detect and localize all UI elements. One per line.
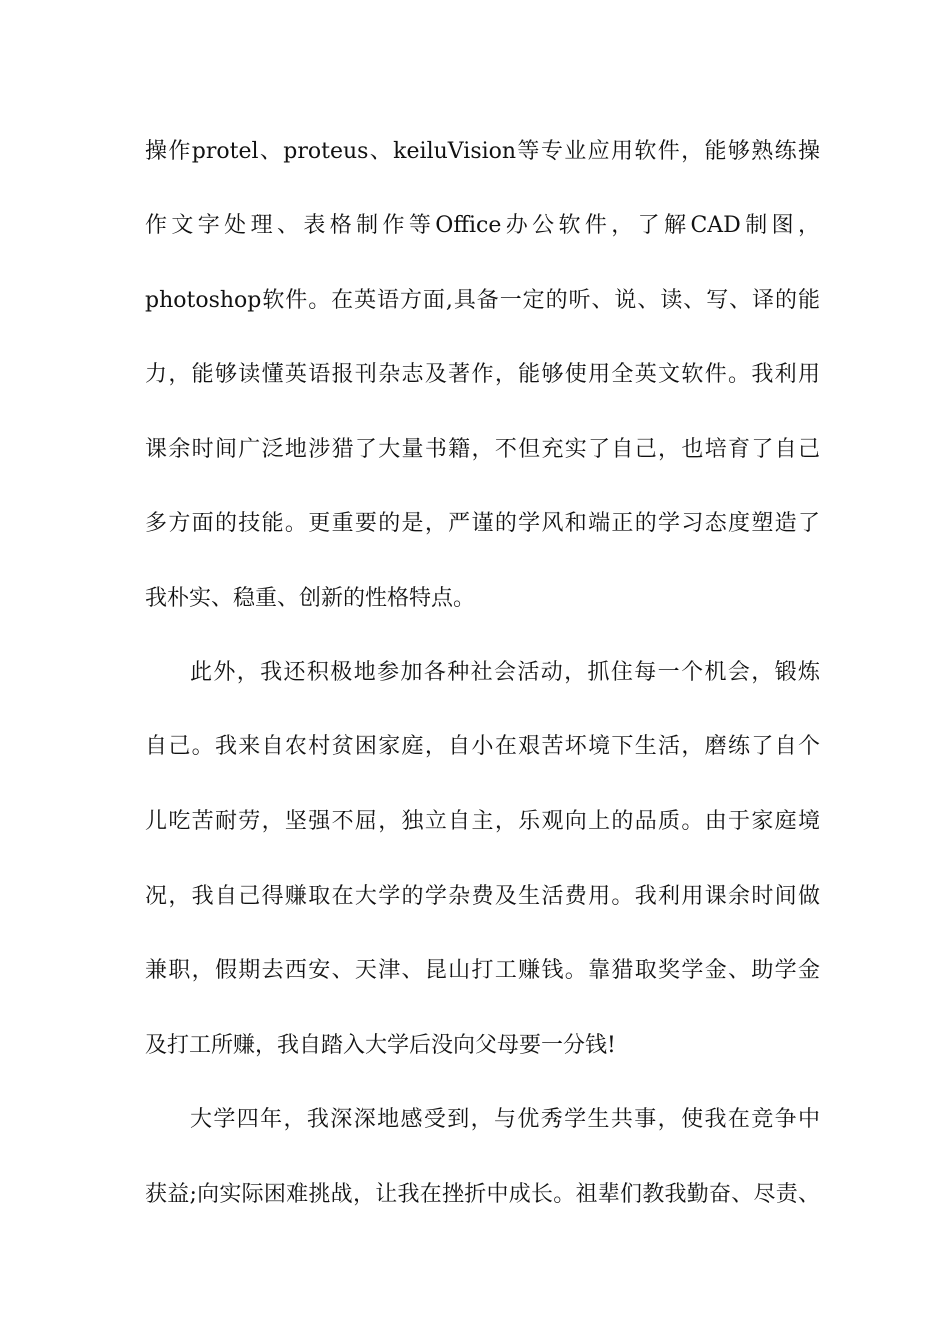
text-line: 作文字处理、表格制作等Office办公软件，了解CAD制图， (145, 213, 820, 238)
text-line: 及打工所赚，我自踏入大学后没向父母要一分钱! (145, 1033, 616, 1058)
text-line: 操作protel、proteus、keiluVision等专业应用软件，能够熟练操 (145, 139, 820, 164)
text-line: 儿吃苦耐劳，坚强不屈，独立自主，乐观向上的品质。由于家庭境 (145, 809, 820, 834)
text-line: 获益;向实际困难挑战，让我在挫折中成长。祖辈们教我勤奋、尽责、 (145, 1182, 820, 1207)
paragraph-first-line: 此外，我还积极地参加各种社会活动，抓住每一个机会，锻炼 (190, 660, 820, 685)
text-line: 自己。我来自农村贫困家庭，自小在艰苦坏境下生活，磨练了自个 (145, 734, 820, 759)
paragraph-first-line: 大学四年，我深深地感受到，与优秀学生共事，使我在竞争中 (190, 1107, 820, 1132)
text-line: 课余时间广泛地涉猎了大量书籍，不但充实了自己，也培育了自己 (145, 437, 820, 462)
text-line: 况，我自己得赚取在大学的学杂费及生活费用。我利用课余时间做 (145, 884, 820, 909)
text-line: 多方面的技能。更重要的是，严谨的学风和端正的学习态度塑造了 (145, 511, 820, 536)
text-line: 兼职，假期去西安、天津、昆山打工赚钱。靠猎取奖学金、助学金 (145, 958, 820, 983)
text-line: 力，能够读懂英语报刊杂志及著作，能够使用全英文软件。我利用 (145, 362, 820, 387)
text-line: 我朴实、稳重、创新的性格特点。 (145, 586, 476, 611)
text-line: photoshop软件。在英语方面,具备一定的听、说、读、写、译的能 (145, 288, 820, 313)
